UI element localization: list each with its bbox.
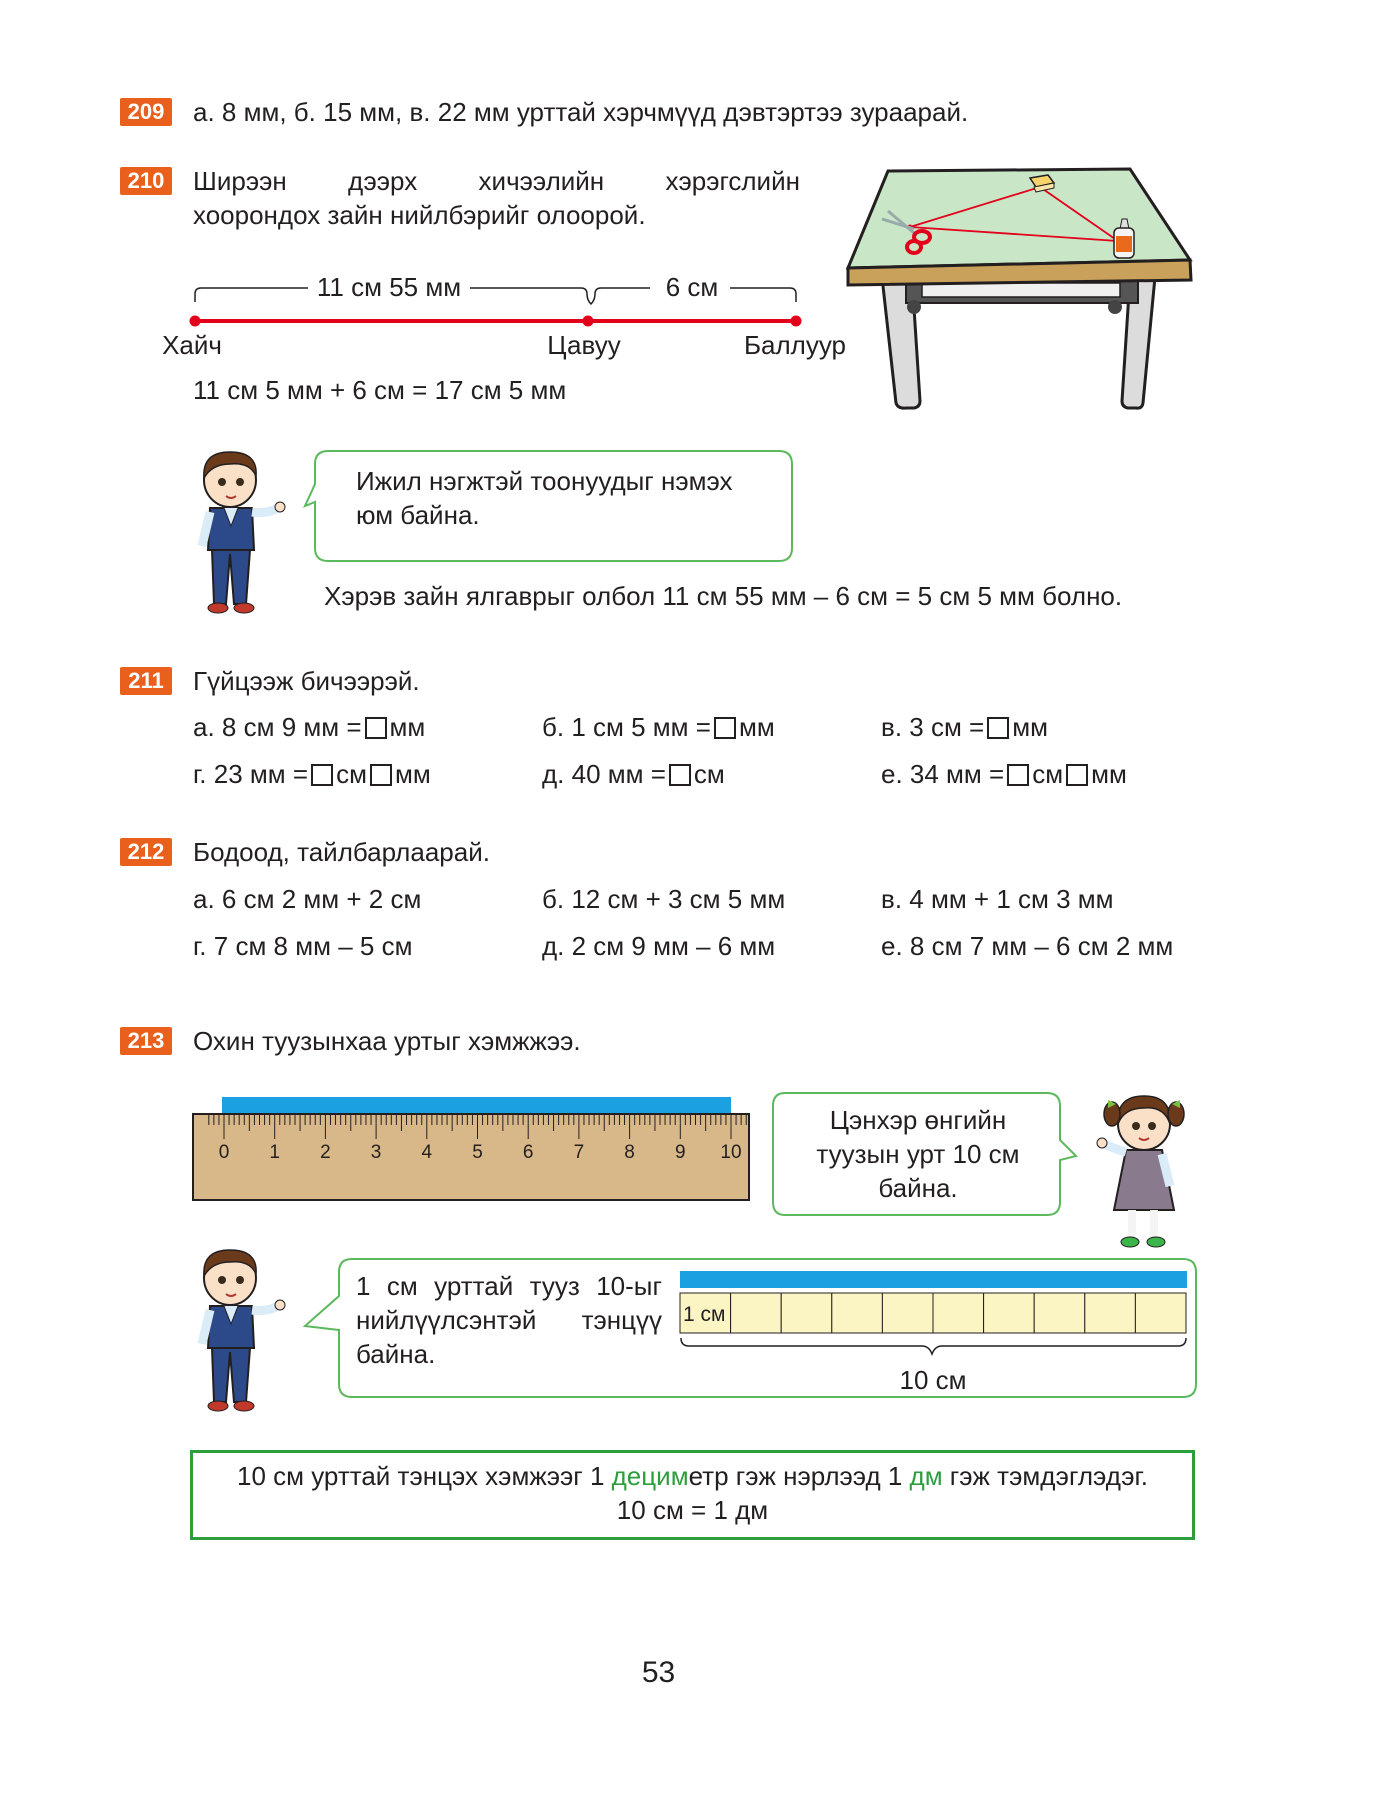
page-number: 53 xyxy=(641,1656,676,1689)
blue-strip xyxy=(680,1271,1187,1288)
task-title: Гүйцээж бичээрэй. xyxy=(193,666,420,696)
point-dot xyxy=(190,316,201,327)
ruler-label: 10 xyxy=(720,1142,742,1163)
bubble-line: юм байна. xyxy=(356,500,480,530)
task-number-badge: 213 xyxy=(120,1027,172,1055)
bubble-line xyxy=(356,1303,662,1337)
answer-box[interactable] xyxy=(311,764,333,786)
answer-box[interactable] xyxy=(370,764,392,786)
centimeter-cell xyxy=(882,1293,933,1333)
word: хичээлийн xyxy=(478,166,605,196)
item-text: г. 23 мм = xyxy=(193,759,309,789)
item-unit: см xyxy=(336,759,367,789)
ruler-label: 7 xyxy=(573,1142,585,1163)
item-unit: см xyxy=(1032,759,1064,789)
speech-bubble-text xyxy=(356,1269,662,1371)
strip-total-label: 10 см xyxy=(899,1365,967,1395)
bubble-line xyxy=(356,1269,662,1303)
answer-box[interactable] xyxy=(987,717,1009,739)
table-illustration xyxy=(840,165,1200,415)
answer-box[interactable] xyxy=(365,717,387,739)
distance-diagram xyxy=(150,270,850,370)
word: 1 xyxy=(356,1271,371,1301)
definition-line xyxy=(193,1453,1192,1493)
brace-right xyxy=(730,288,796,302)
definition-text: гэж тэмдэглэдэг. xyxy=(942,1461,1148,1491)
segment-label-1: 11 см 55 мм xyxy=(316,272,462,302)
bubble-line: Цэнхэр өнгийн xyxy=(829,1105,1007,1135)
task-number-badge: 210 xyxy=(120,167,172,195)
bubble-line: байна. xyxy=(878,1173,958,1203)
centimeter-cell xyxy=(933,1293,984,1333)
item-text: в. 3 см = xyxy=(881,712,985,742)
word: хэрэгслийн xyxy=(665,166,800,196)
item-unit: мм xyxy=(389,712,426,742)
task-number-badge: 212 xyxy=(120,838,172,866)
task-text-line: хоорондох зайн нийлбэрийг олоорой. xyxy=(193,200,646,230)
answer-box[interactable] xyxy=(669,764,691,786)
point-label-eraser: Баллуур xyxy=(743,330,847,360)
ruler-label: 0 xyxy=(218,1142,230,1163)
ruler-label: 9 xyxy=(675,1142,686,1163)
point-label-scissors: Хайч xyxy=(162,330,222,360)
definition-box xyxy=(190,1450,1195,1540)
word: нийлүүлсэнтэй xyxy=(356,1305,537,1335)
cell-label: 1 см xyxy=(683,1303,726,1326)
point-dot xyxy=(583,316,594,327)
item-unit: см xyxy=(693,759,725,789)
item-text: б. 1 см 5 мм = xyxy=(542,712,711,742)
ruler-label: 8 xyxy=(624,1142,635,1163)
exercise-item: д. 2 см 9 мм – 6 мм xyxy=(542,931,776,961)
task-text: а. 8 мм, б. 15 мм, в. 22 мм урттай хэрчмүүд дэвтэртээ зураарай. xyxy=(193,97,969,127)
wooden-ruler xyxy=(192,1113,750,1201)
word: тууз xyxy=(529,1271,580,1301)
item-unit: мм xyxy=(1012,712,1048,742)
point-label-glue: Цавуу xyxy=(547,330,621,360)
bubble-line: туузын урт 10 см xyxy=(816,1139,1020,1169)
centimeter-cell xyxy=(781,1293,832,1333)
exercise-item: а. 6 см 2 мм + 2 см xyxy=(193,884,422,914)
answer-box[interactable] xyxy=(1066,764,1088,786)
highlight-text: деци xyxy=(611,1461,671,1491)
exercise-item-e xyxy=(542,758,725,790)
task-number-badge: 209 xyxy=(120,98,172,126)
highlight-text: м xyxy=(670,1461,689,1491)
exercise-item: г. 7 см 8 мм – 5 см xyxy=(193,931,413,961)
equation: 11 см 5 мм + 6 см = 17 см 5 мм xyxy=(193,375,567,405)
highlight-text: дм xyxy=(909,1461,943,1491)
ruler-label: 3 xyxy=(370,1142,382,1163)
ruler-label: 4 xyxy=(421,1142,433,1163)
speech-bubble-text xyxy=(773,1103,1063,1205)
word: 10-ыг xyxy=(596,1271,662,1301)
ruler-label: 1 xyxy=(269,1142,280,1163)
definition-text: етр гэж нэрлээд 1 xyxy=(688,1461,910,1491)
exercise-item: в. 4 мм + 1 см 3 мм xyxy=(881,884,1114,914)
definition-formula: 10 см = 1 дм xyxy=(616,1495,769,1525)
centimeter-cell xyxy=(1085,1293,1136,1333)
exercise-item-b xyxy=(542,711,775,743)
ruler-label: 2 xyxy=(320,1142,331,1163)
ruler-label: 5 xyxy=(472,1142,483,1163)
brace-middle xyxy=(470,288,650,304)
item-text: а. 8 см 9 мм = xyxy=(193,712,362,742)
definition-text: 10 см урттай тэнцэх хэмжээг 1 xyxy=(236,1461,612,1491)
task-number-badge: 211 xyxy=(120,667,172,695)
exercise-item-d xyxy=(193,758,431,790)
exercise-item-c xyxy=(881,711,1048,743)
exercise-item-a xyxy=(193,711,425,743)
exercise-item-f xyxy=(881,758,1127,790)
answer-box[interactable] xyxy=(1007,764,1029,786)
task-title: Охин туузынхаа уртыг хэмжжээ. xyxy=(193,1026,581,1056)
bubble-line: байна. xyxy=(356,1339,436,1369)
segment-label-2: 6 см xyxy=(665,272,719,302)
answer-box[interactable] xyxy=(714,717,736,739)
exercise-item: б. 12 см + 3 см 5 мм xyxy=(542,884,786,914)
word: дээрх xyxy=(348,166,418,196)
centimeter-cell xyxy=(1135,1293,1186,1333)
word: тэнцүү xyxy=(581,1305,662,1335)
centimeter-cell xyxy=(1034,1293,1085,1333)
exercise-item: е. 8 см 7 мм – 6 см 2 мм xyxy=(881,931,1174,961)
item-unit: мм xyxy=(738,712,775,742)
centimeter-cell xyxy=(731,1293,782,1333)
centimeter-cells xyxy=(679,1292,1189,1336)
word: Ширээн xyxy=(193,166,287,196)
task-title: Бодоод, тайлбарлаарай. xyxy=(193,837,490,867)
speech-bubble-text xyxy=(356,464,733,532)
word: см xyxy=(386,1271,418,1301)
ruler-label: 6 xyxy=(522,1142,534,1163)
task-text-line xyxy=(193,165,800,197)
item-text: д. 40 мм = xyxy=(542,759,666,789)
boy-character-illustration xyxy=(190,450,290,620)
boy-character-illustration xyxy=(190,1248,290,1418)
girl-character-illustration xyxy=(1094,1088,1194,1253)
word: урттай xyxy=(434,1271,514,1301)
item-unit: мм xyxy=(1091,759,1127,789)
item-unit: мм xyxy=(394,759,431,789)
item-text: е. 34 мм = xyxy=(881,759,1005,789)
bubble-line: Ижил нэгжтэй тоонуудыг нэмэх xyxy=(356,466,733,496)
brace-left xyxy=(195,288,308,302)
point-dot xyxy=(791,316,802,327)
centimeter-cell xyxy=(832,1293,883,1333)
centimeter-cell xyxy=(984,1293,1035,1333)
blue-strip xyxy=(222,1097,731,1114)
difference-text: Хэрэв зайн ялгаврыг олбол 11 см 55 мм – 6 см = 5 см 5 мм болно. xyxy=(324,581,1123,611)
